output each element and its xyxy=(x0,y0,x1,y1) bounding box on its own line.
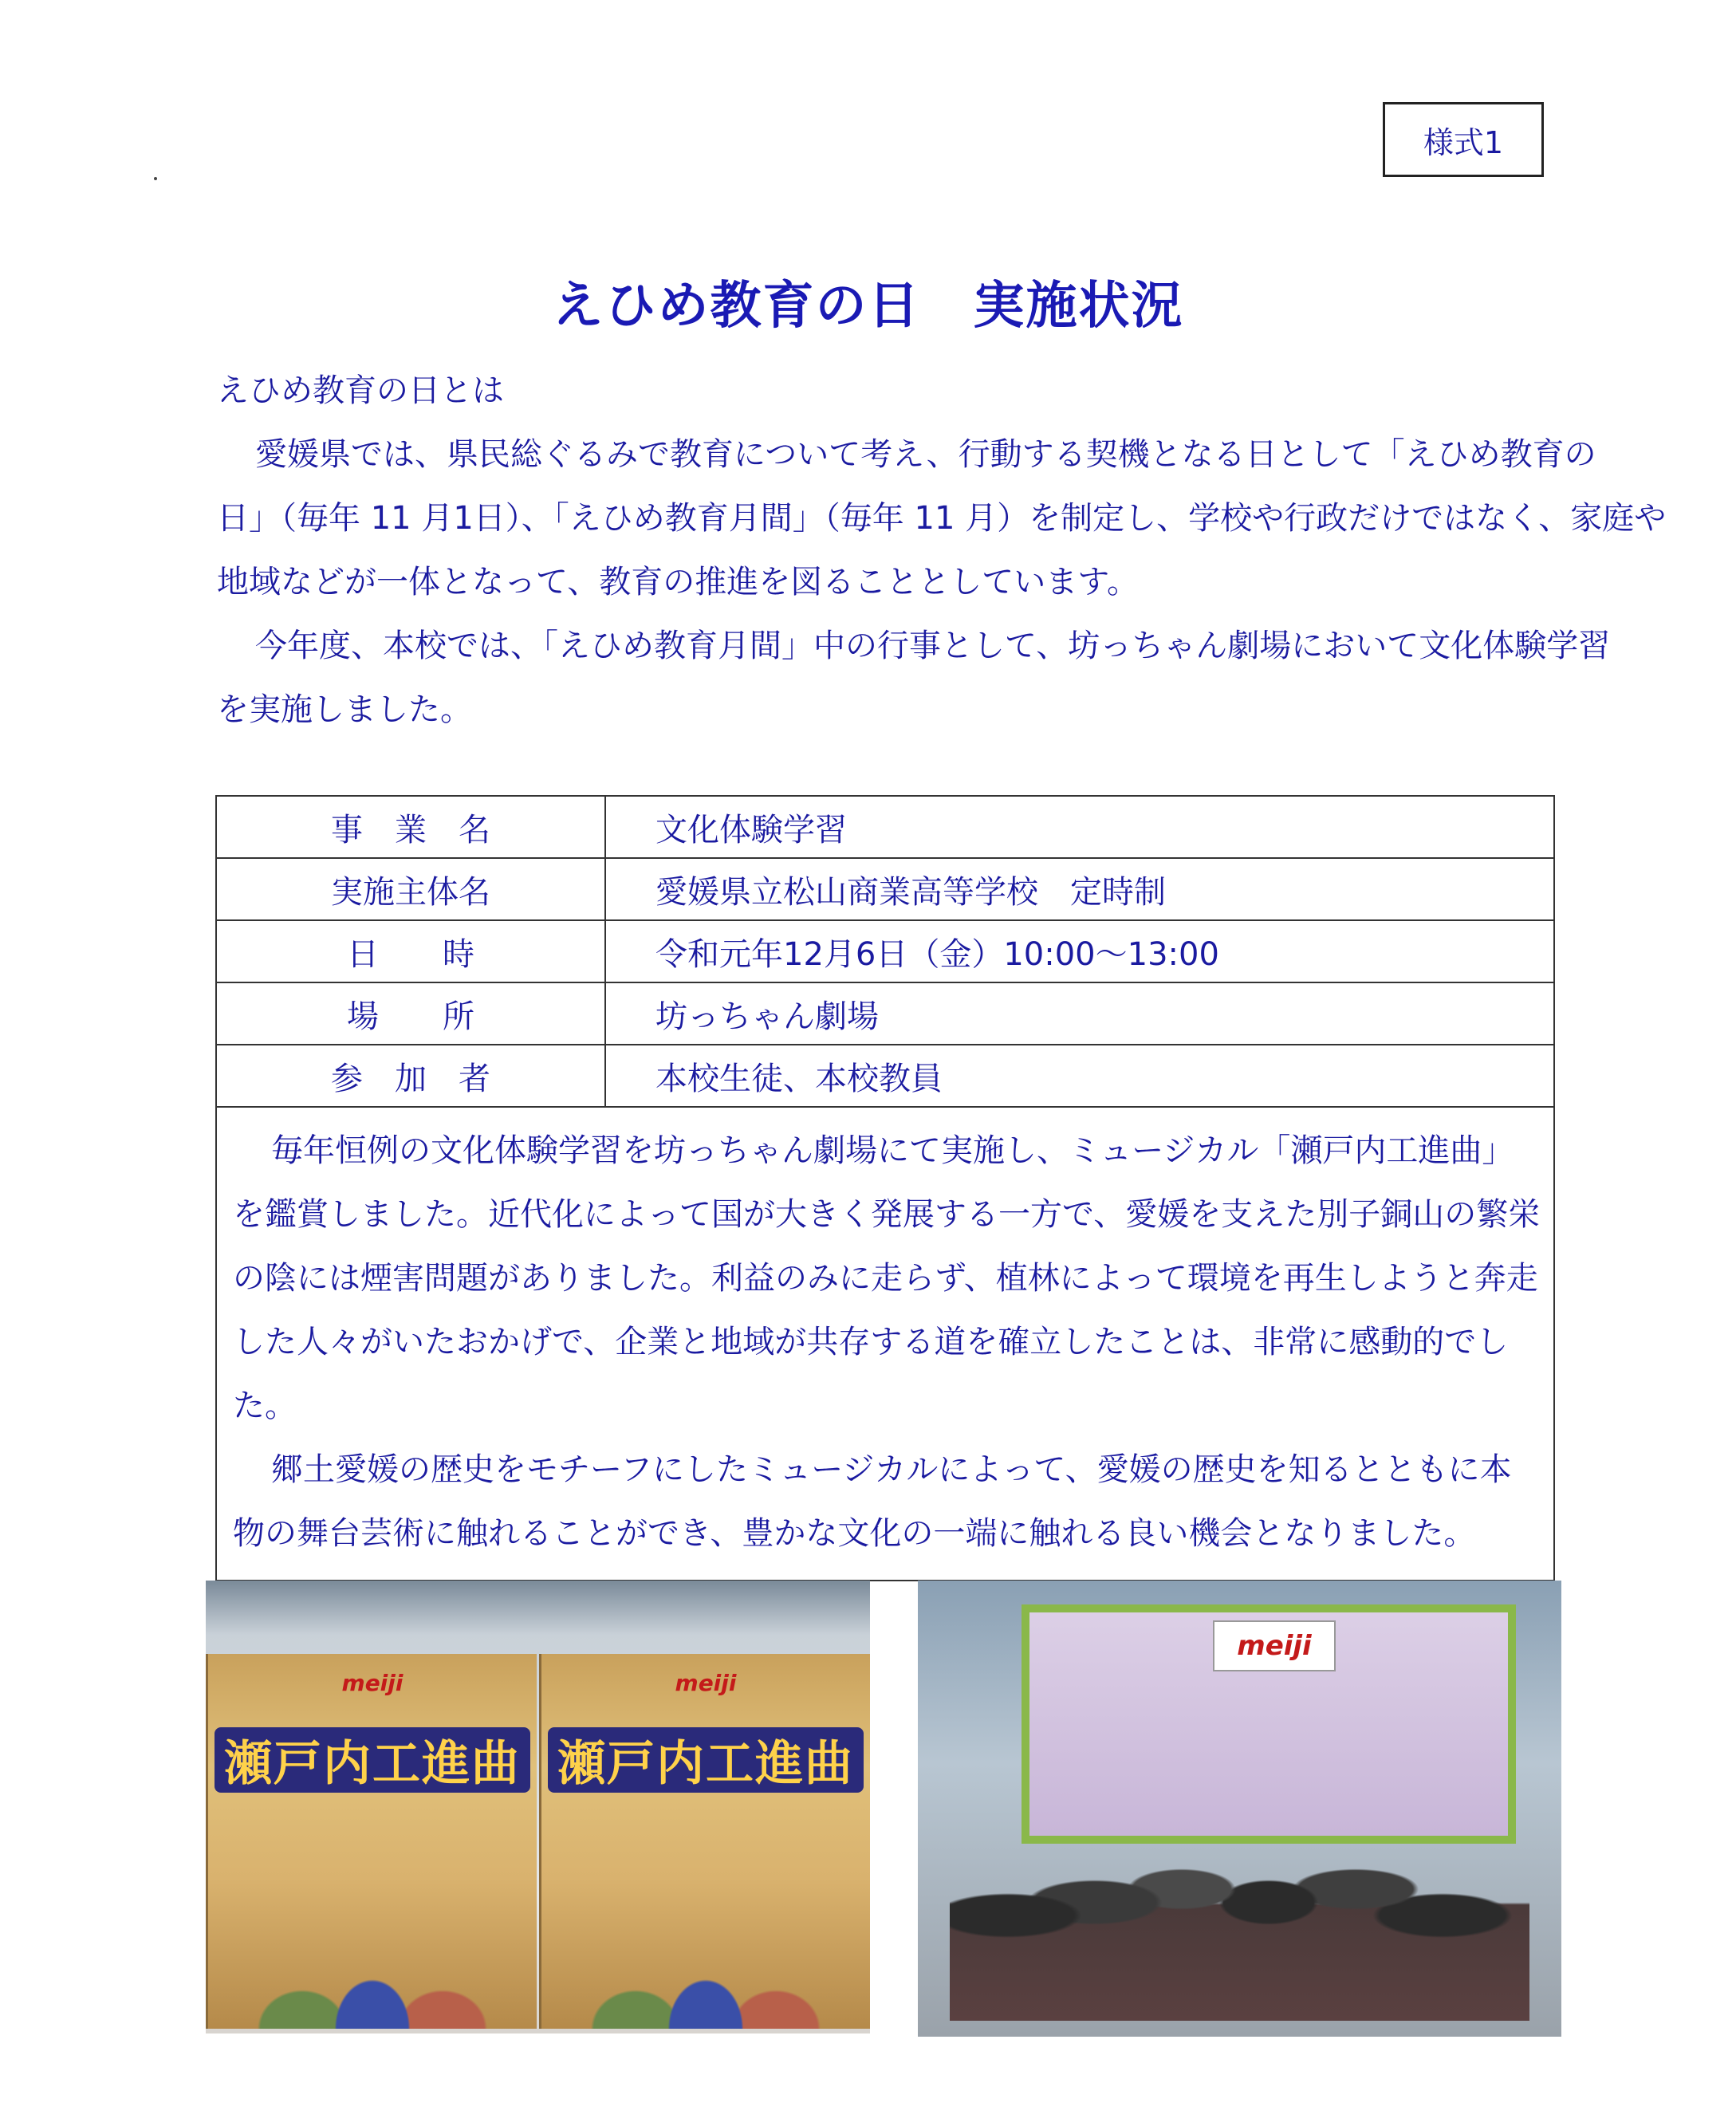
table-row xyxy=(216,858,1554,920)
intro-line: 地域などが一体となって、教育の推進を図ることとしています。 xyxy=(217,564,1139,600)
page-title: えひめ教育の日 実施状況 xyxy=(552,277,1184,336)
table-row xyxy=(216,1045,1554,1107)
intro-heading: えひめ教育の日とは xyxy=(217,372,504,409)
table-row-summary xyxy=(216,1107,1554,1581)
row-key-organizer: 実施主体名 xyxy=(216,858,605,920)
form-number-label: 様式1 xyxy=(1383,102,1544,177)
row-value-organizer: 愛媛県立松山商業高等学校 定時制 xyxy=(605,858,1554,920)
intro-section xyxy=(217,359,1667,742)
event-info-table xyxy=(215,795,1555,1581)
poster-title: 瀬戸内工進曲 xyxy=(215,1727,530,1793)
row-key-place: 場 所 xyxy=(216,982,605,1045)
stage-sign: meiji xyxy=(1213,1620,1336,1671)
summary-paragraph: 毎年恒例の文化体験学習を坊っちゃん劇場にて実施し、ミュージカル「瀬戸内工進曲」を鑑賞しました。近代化によって国が大きく発展する一方で、愛媛を支えた別子銅山の繁栄の陰には煙害問題がありました。利益のみに走らず、植林によって環境を再生しようと奔走した人々がいたおかげで、企業と地域が共存する道を確立したことは、非常に感動的でした。 xyxy=(233,1132,1541,1424)
row-key-participants: 参 加 者 xyxy=(216,1045,605,1107)
row-value-datetime: 令和元年12月6日（金）10:00～13:00 xyxy=(605,920,1554,982)
intro-line: 日」（毎年 11 月1日）、「えひめ教育月間」（毎年 11 月）を制定し、学校や行政だけではなく、家庭や xyxy=(217,500,1667,537)
summary-cell xyxy=(216,1107,1554,1581)
photo-musical-posters xyxy=(206,1581,870,2033)
stray-dot xyxy=(154,177,157,180)
poster-image xyxy=(206,1654,537,2029)
group-of-people xyxy=(950,1758,1529,2021)
table-row xyxy=(216,796,1554,858)
poster-logo: meiji xyxy=(675,1670,737,1696)
summary-paragraph: 郷土愛媛の歴史をモチーフにしたミュージカルによって、愛媛の歴史を知るとともに本物の舞台芸術に触れることができ、豊かな文化の一端に触れる良い機会となりました。 xyxy=(233,1451,1512,1552)
row-value-participants: 本校生徒、本校教員 xyxy=(605,1045,1554,1107)
row-key-datetime: 日 時 xyxy=(216,920,605,982)
row-value-business-name: 文化体験学習 xyxy=(605,796,1554,858)
poster-figures xyxy=(232,1845,513,2029)
row-value-place: 坊っちゃん劇場 xyxy=(605,982,1554,1045)
poster-logo: meiji xyxy=(341,1670,403,1696)
table-row xyxy=(216,982,1554,1045)
photo-group-picture xyxy=(918,1581,1561,2037)
intro-line: を実施しました。 xyxy=(217,691,472,728)
row-key-business-name: 事 業 名 xyxy=(216,796,605,858)
poster-image xyxy=(539,1654,870,2029)
intro-line: 愛媛県では、県民総ぐるみで教育について考え、行動する契機となる日として「えひめ教育の xyxy=(255,436,1596,473)
poster-figures xyxy=(565,1845,846,2029)
intro-line: 今年度、本校では、「えひめ教育月間」中の行事として、坊っちゃん劇場において文化体験学習 xyxy=(255,628,1611,664)
table-row xyxy=(216,920,1554,982)
poster-title: 瀬戸内工進曲 xyxy=(548,1727,864,1793)
